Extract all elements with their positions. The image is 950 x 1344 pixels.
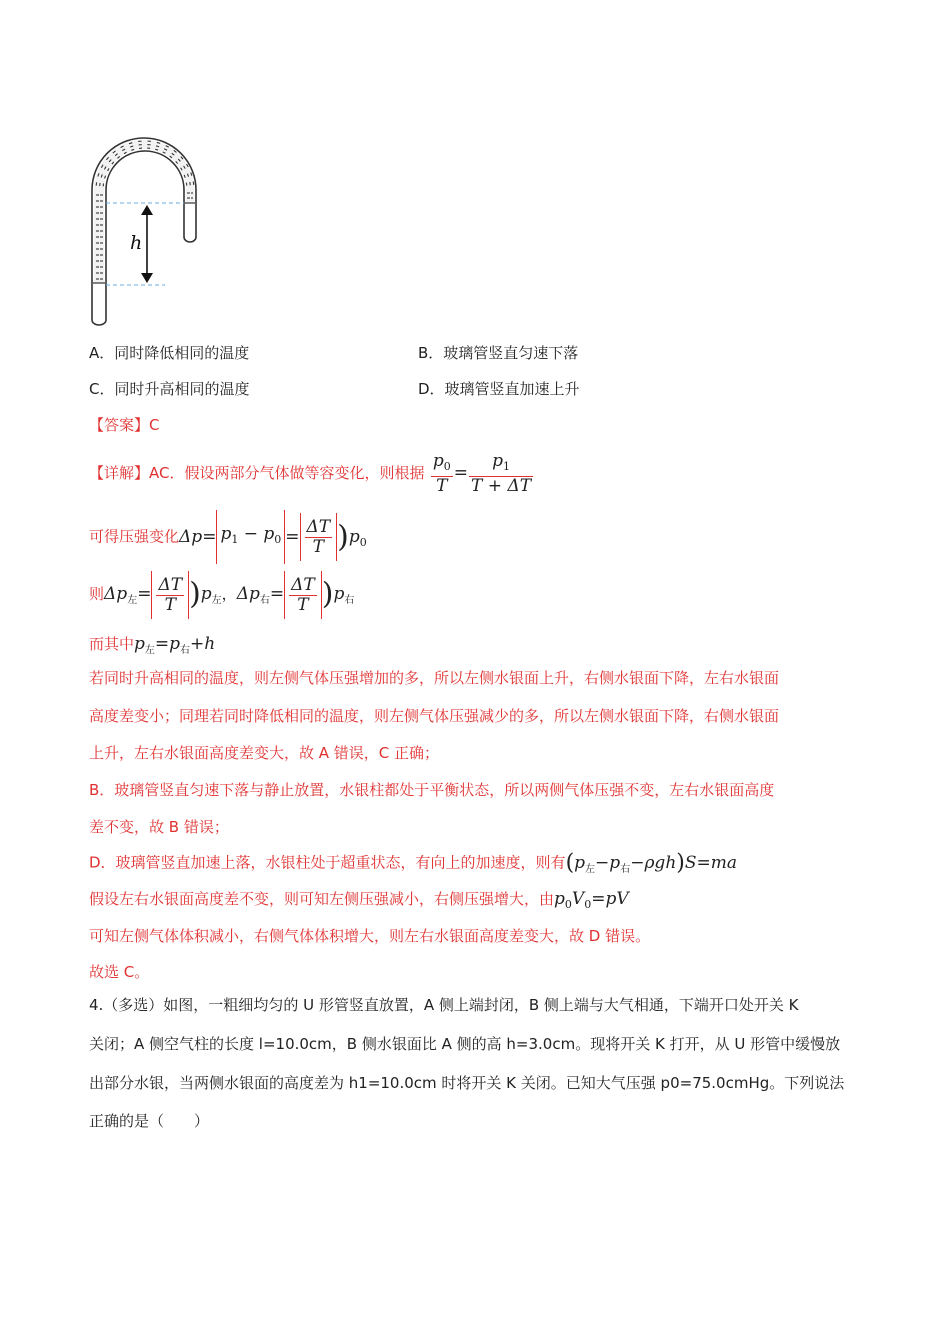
detail-para2-line1: B．玻璃管竖直匀速下落与静止放置，水银柱都处于平衡状态，所以两侧气体压强不变，左右水银面高度 <box>89 781 775 799</box>
detail-line-1 <box>89 451 534 495</box>
q4-line-1: 4.（多选）如图，一粗细均匀的 U 形管竖直放置，A 侧上端封闭，B 侧上端与大气相通，下端开口处开关 K <box>89 996 799 1014</box>
detail-line-4 <box>89 630 215 658</box>
equation-newton: $(p_左-p_右-\rho gh)S=ma$ <box>565 850 738 875</box>
detail-para3-text2: 假设左右水银面高度差不变，则可知左侧压强减小，右侧压强增大，由 <box>89 890 555 908</box>
q4-line-4: 正确的是（ ） <box>89 1112 210 1130</box>
detail-para1-line1: 若同时升高相同的温度，则左侧气体压强增加的多，所以左侧水银面上升，右侧水银面下降，左右水银面 <box>89 669 780 687</box>
detail-para1-line3: 上升，左右水银面高度差变大，故 A 错误，C 正确； <box>89 744 440 762</box>
equation-delta-p: $\Delta p= p_1 - p_0$ = $\frac{\Delta T}{T}$ )$p_0$ <box>179 527 367 547</box>
q4-line-3: 出部分水银，当两侧水银面的高度差为 h1=10.0cm 时将开关 K 关闭。已知大气压强 p0=75.0cmHg。下列说法 <box>89 1074 845 1092</box>
equation-boyle: $p_0V_0=pV$ <box>554 889 629 911</box>
detail-conclusion: 故选 C。 <box>89 963 150 981</box>
detail-line2-prefix: 可得压强变化 <box>89 527 180 546</box>
detail-para3-line2 <box>89 885 629 913</box>
detail-line3-prefix: 则 <box>89 585 105 603</box>
detail-para1-line2: 高度差变小；同理若同时降低相同的温度，则左侧气体压强减少的多，所以左侧水银面下降，右侧水银面 <box>89 707 780 725</box>
equation-charles: $\frac{p_0}{T}$ = $\frac{p_1}{T + \Delta T}$ <box>432 450 532 496</box>
detail-line-3 <box>89 570 354 618</box>
q4-line-2: 关闭；A 侧空气柱的长度 l=10.0cm，B 侧水银面比 A 侧的高 h=3.0cm。现将开关 K 打开，从 U 形管中缓慢放 <box>89 1035 841 1053</box>
detail-para2-line2: 差不变，故 B 错误； <box>89 818 229 836</box>
mercury-dash <box>155 149 158 150</box>
detail-para3-line1 <box>89 848 737 876</box>
option-d: D．玻璃管竖直加速上升 <box>418 380 580 398</box>
height-label: h <box>130 232 143 254</box>
u-tube-figure <box>85 125 215 330</box>
detail-line-2 <box>89 510 367 558</box>
option-a: A．同时降低相同的温度 <box>89 344 250 362</box>
option-b: B．玻璃管竖直匀速下落 <box>418 344 579 362</box>
equation-delta-left-right: $\Delta p_左=$ $\frac{\Delta T}{T}$ )$p_左$，$\Delta p_右=$ $\frac{\Delta T}{T}$ )$p_右$ <box>104 584 354 604</box>
detail-line4-prefix: 而其中 <box>89 635 135 653</box>
detail-prefix: 【详解】AC．假设两部分气体做等容变化，则根据 <box>89 464 425 482</box>
equation-p-relation: $p_左=p_右+h$ <box>134 634 216 656</box>
detail-para3-line3: 可知左侧气体体积减小，右侧气体体积增大，则左右水银面高度差变大，故 D 错误。 <box>89 927 651 945</box>
option-c: C．同时升高相同的温度 <box>89 380 250 398</box>
answer-label: 【答案】C <box>89 416 160 434</box>
detail-para3-text: D．玻璃管竖直加速上落，水银柱处于超重状态，有向上的加速度，则有 <box>89 853 566 872</box>
